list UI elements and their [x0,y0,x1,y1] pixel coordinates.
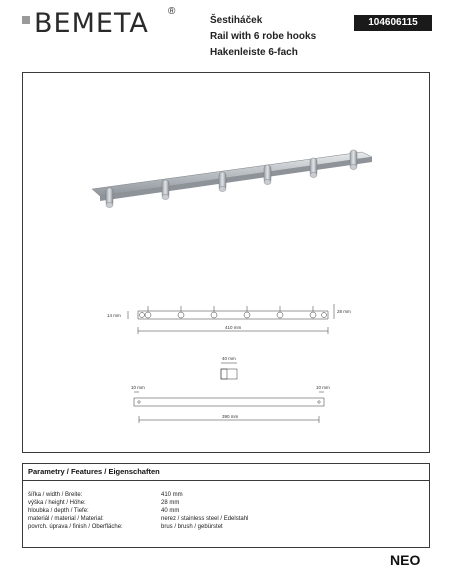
hook [162,180,169,200]
series-name: NEO [390,552,421,568]
param-label-depth: hloubka / depth / Tiefe: [28,508,89,514]
dim-depth-label: 40 mm [222,356,236,361]
param-value-height: 28 mm [161,500,180,506]
dim-height-right-label: 28 mm [337,309,351,314]
dim-end-left-label: 10 mm [131,385,145,390]
hook [350,150,357,170]
hook [106,188,113,208]
product-name-de: Hakenleiste 6-fach [210,47,298,58]
rail-render [92,150,372,208]
param-value-depth: 40 mm [161,508,180,514]
dim-width-label: 410 mm [225,325,242,330]
param-value-width: 410 mm [161,492,183,498]
hook [264,165,271,185]
brand-logo: BEMETA [34,8,149,39]
hook [310,158,317,178]
param-value-finish: brus / brush / gebürstet [161,524,223,530]
dim-hole-spacing-label: 390 mm [222,414,239,419]
product-code-badge: 104606115 [354,15,432,31]
registered-mark: ® [168,6,176,17]
dim-end-right-label: 10 mm [316,385,330,390]
param-value-material: nerez / stainless steel / Edelstahl [161,516,249,522]
product-name-cz: Šestiháček [210,15,263,26]
hook [219,172,226,192]
param-label-width: šířka / width / Breite: [28,492,83,498]
product-name-en: Rail with 6 robe hooks [210,31,317,42]
param-label-material: materiál / material / Material: [28,516,104,522]
parameters-title: Parametry / Features / Eigenschaften [28,467,160,476]
dim-height-label: 14 mm [107,313,121,318]
param-label-finish: povrch. úprava / finish / Oberfläche: [28,524,123,530]
param-label-height: výška / height / Höhe: [28,500,86,506]
parameters-divider [22,480,430,481]
front-view-drawing [128,304,334,423]
